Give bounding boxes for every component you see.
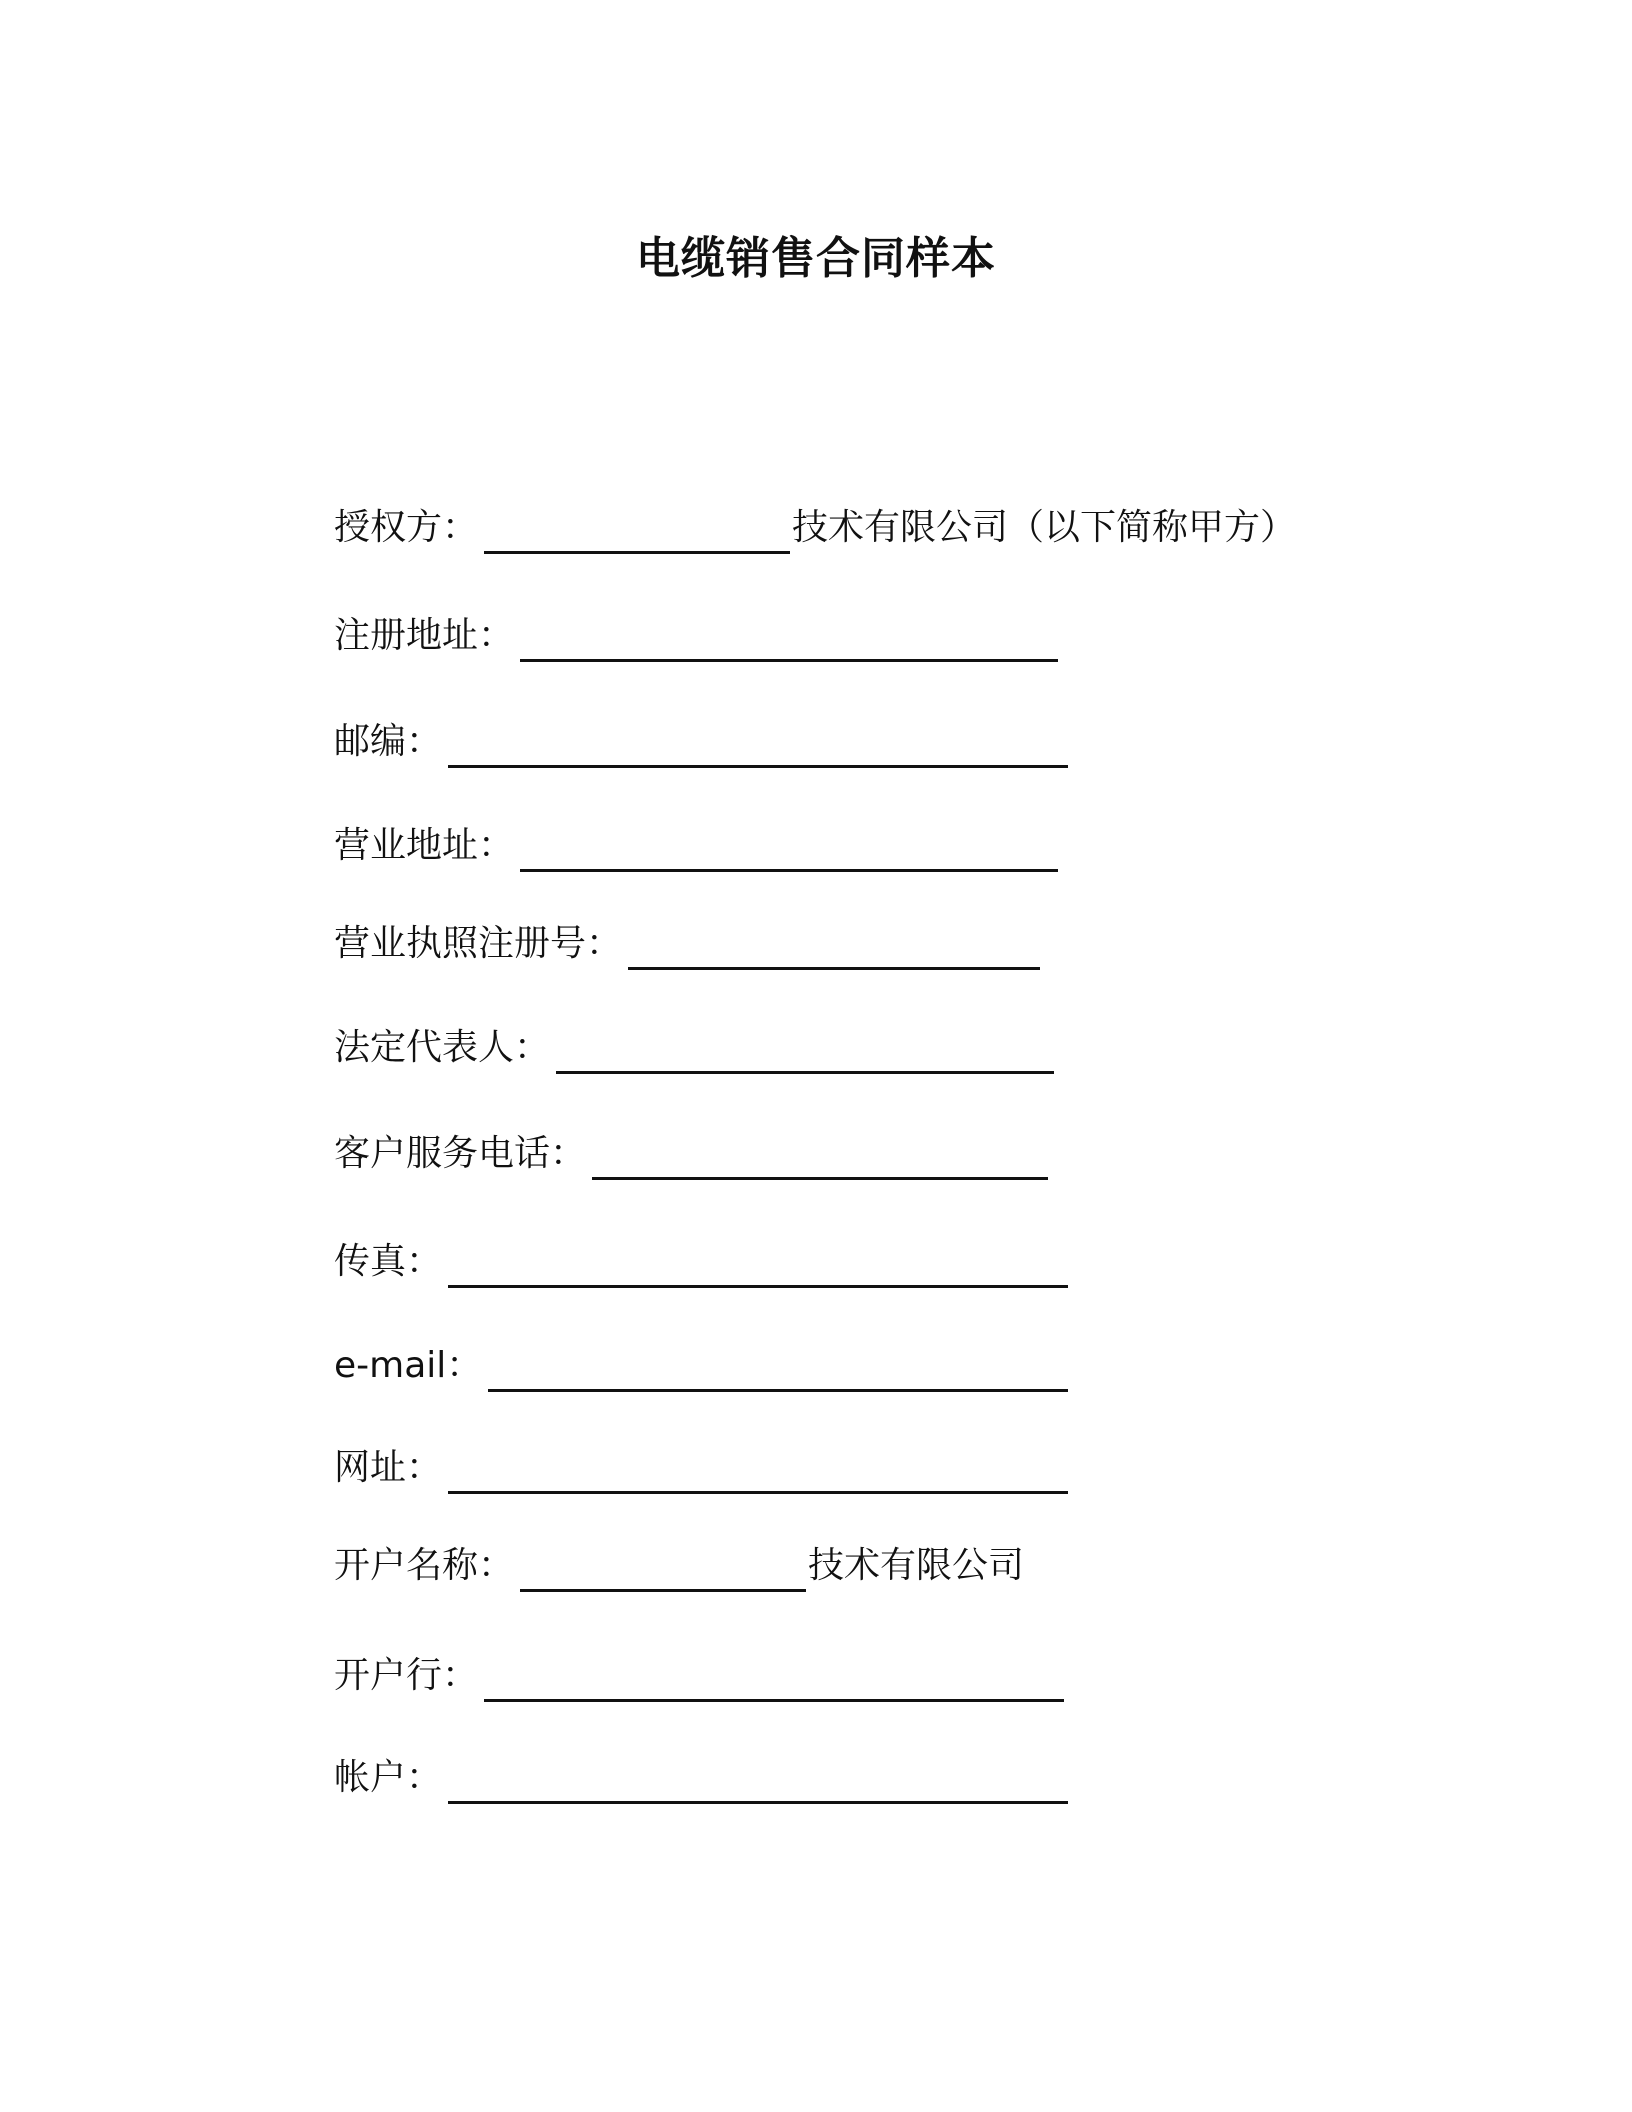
fill-blank[interactable] <box>520 1545 806 1592</box>
field-legal-representative <box>334 1012 1056 1072</box>
field-label: 开户名称： <box>334 1545 515 1586</box>
field-suffix: 技术有限公司 <box>808 1545 1025 1586</box>
fill-blank[interactable] <box>484 507 790 554</box>
fill-blank[interactable] <box>484 1655 1064 1702</box>
field-website <box>334 1432 1070 1492</box>
field-label: 注册地址： <box>334 615 515 656</box>
fill-blank[interactable] <box>448 1241 1068 1288</box>
fill-blank[interactable] <box>448 1447 1068 1494</box>
field-account-name <box>334 1530 1024 1590</box>
field-label: 帐户： <box>334 1757 443 1798</box>
document-title: 电缆销售合同样本 <box>636 233 996 284</box>
field-bank <box>334 1640 1066 1700</box>
field-registered-address <box>334 600 1060 660</box>
fill-blank[interactable] <box>556 1027 1054 1074</box>
field-service-phone <box>334 1118 1050 1178</box>
field-label: 传真： <box>334 1241 443 1282</box>
field-label: 法定代表人： <box>334 1027 551 1068</box>
field-label: 网址： <box>334 1447 443 1488</box>
field-authorizer <box>334 492 1296 552</box>
field-business-address <box>334 810 1060 870</box>
field-postcode <box>334 706 1070 766</box>
field-label: e-mail： <box>334 1345 483 1386</box>
field-suffix: 技术有限公司（以下简称甲方） <box>792 507 1297 548</box>
fill-blank[interactable] <box>520 615 1058 662</box>
fill-blank[interactable] <box>448 721 1068 768</box>
field-label: 营业地址： <box>334 825 515 866</box>
field-label: 邮编： <box>334 721 443 762</box>
fill-blank[interactable] <box>520 825 1058 872</box>
field-label: 开户行： <box>334 1655 479 1696</box>
fill-blank[interactable] <box>488 1345 1068 1392</box>
fill-blank[interactable] <box>448 1757 1068 1804</box>
field-email <box>334 1330 1070 1390</box>
fill-blank[interactable] <box>628 923 1040 970</box>
field-label: 营业执照注册号： <box>334 923 623 964</box>
field-fax <box>334 1226 1070 1286</box>
fill-blank[interactable] <box>592 1133 1048 1180</box>
field-account-number <box>334 1742 1070 1802</box>
field-label: 客户服务电话： <box>334 1133 587 1174</box>
field-label: 授权方： <box>334 507 479 548</box>
field-license-number <box>334 908 1042 968</box>
